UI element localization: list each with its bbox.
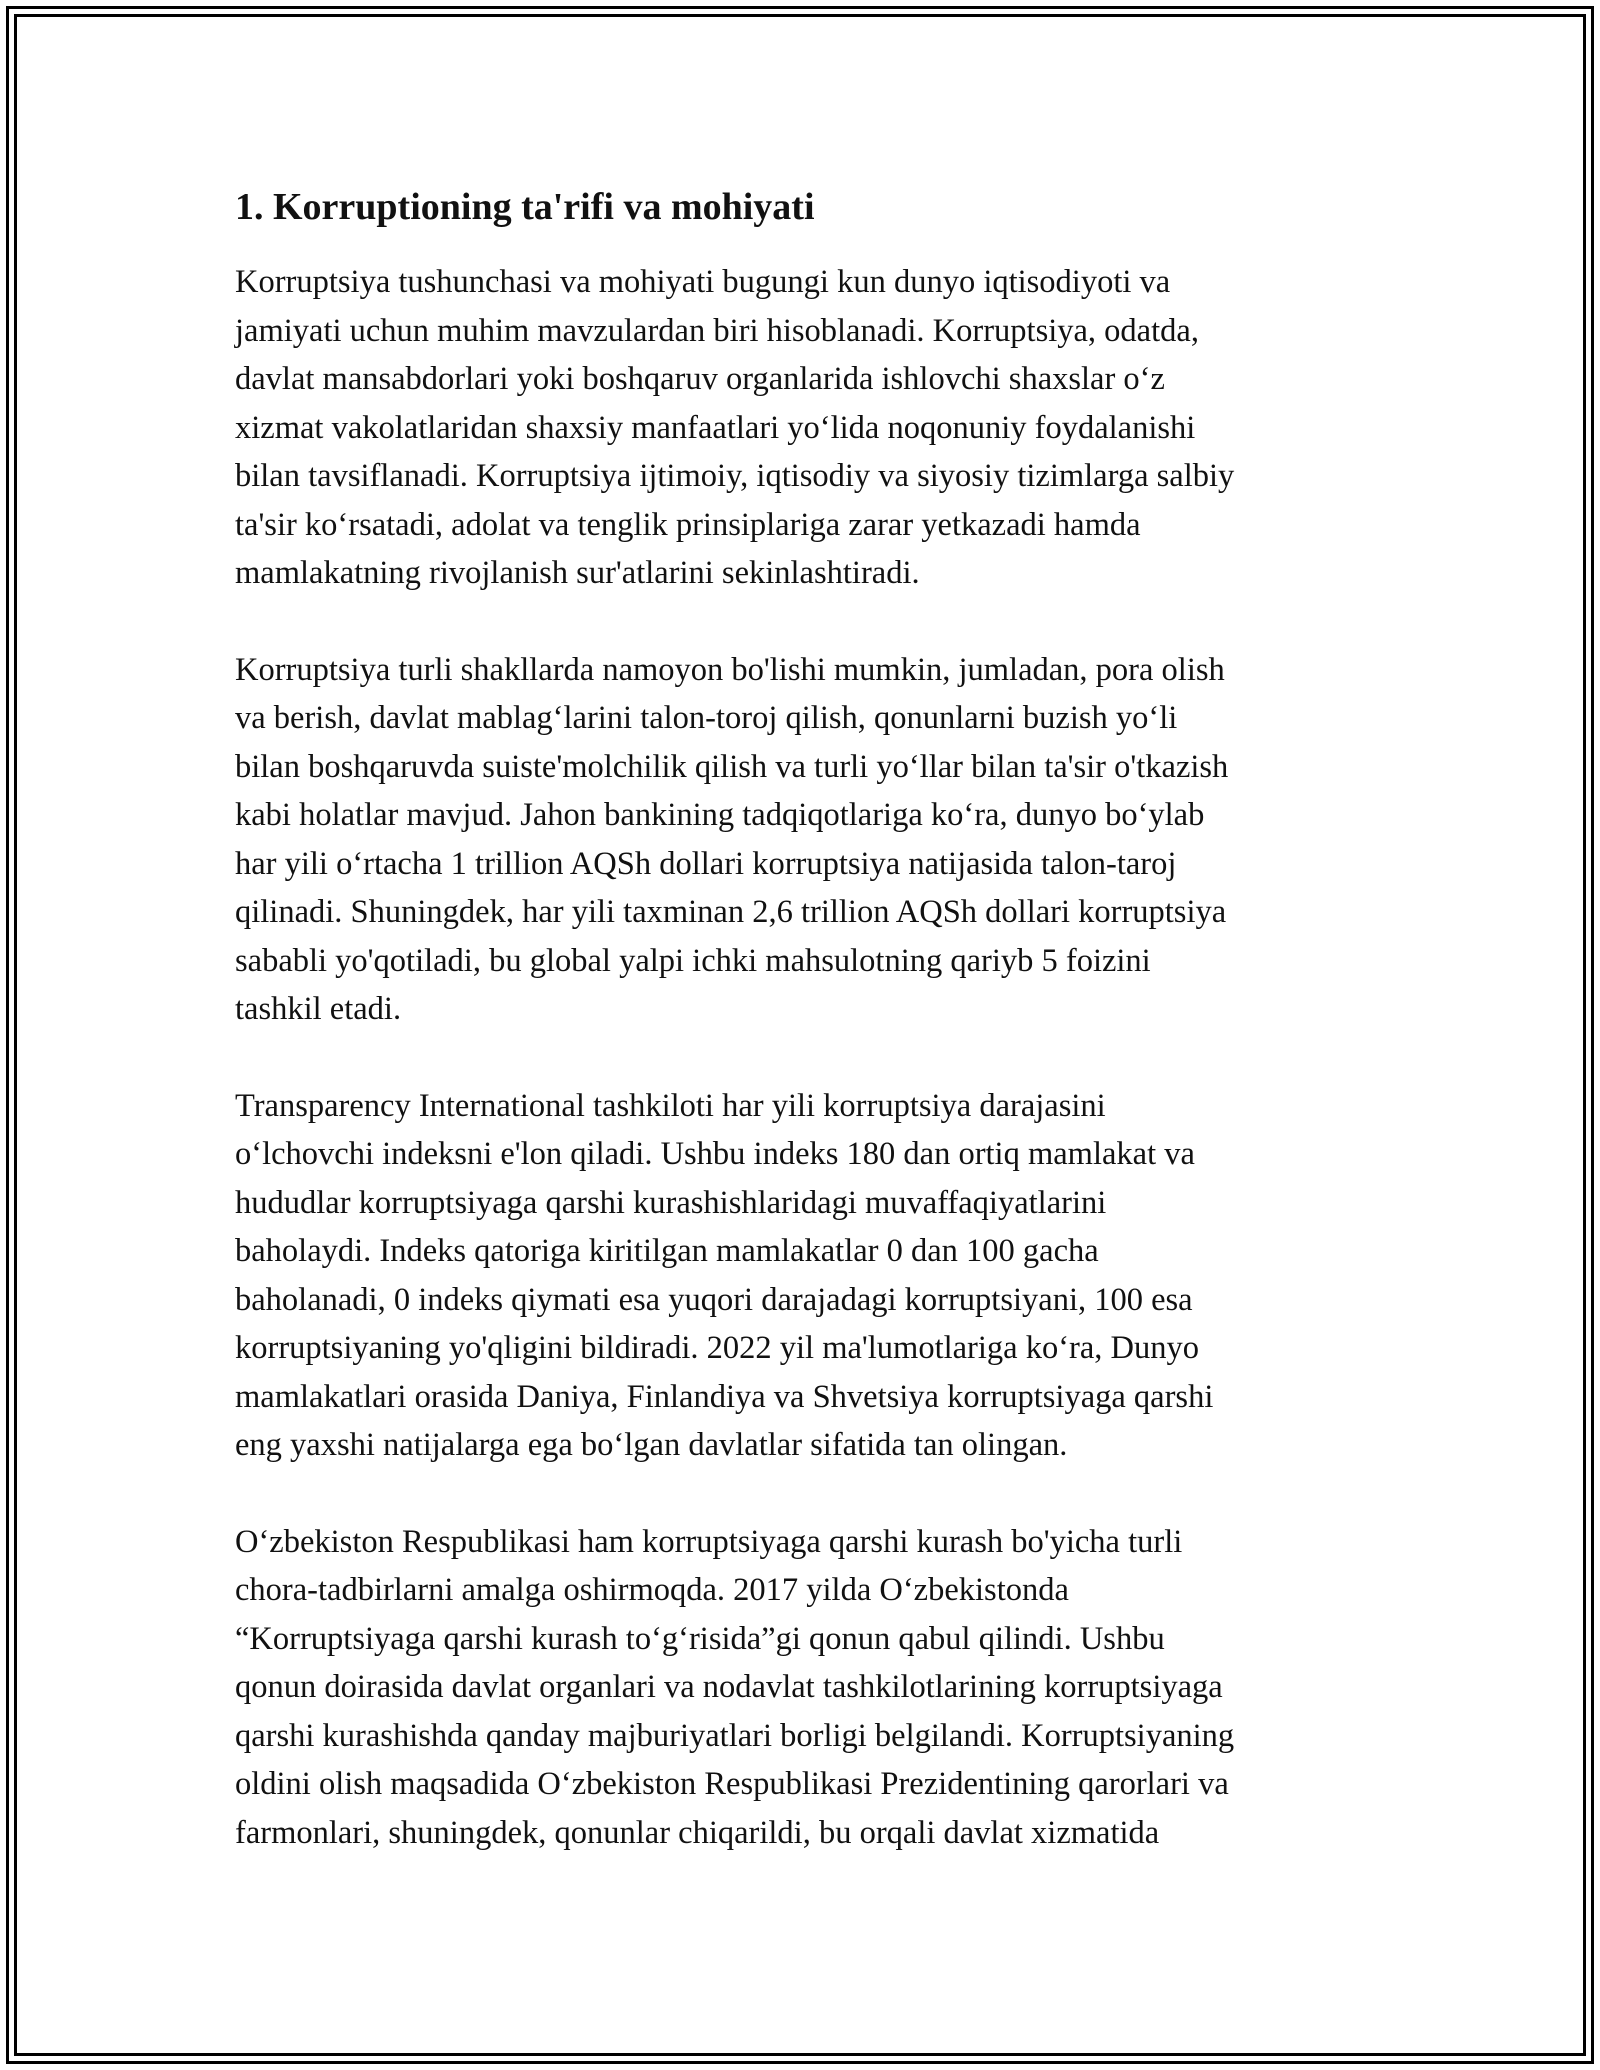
paragraph-index: Transparency International tashkiloti har yili korruptsiya darajasini oʻlchovchi indeksni e'lon qiladi. Ushbu indeks 180 dan ortiq mamlakat va hududlar korruptsiyaga qarshi kurashishlaridagi muvaffaqiyatlarini baholaydi. Indeks qatoriga kiritilgan mamlakatlar 0 dan 100 gacha baholanadi, 0 indeks qiymati esa yuqori darajadagi korruptsiyani, 100 esa korruptsiyaning yo'qligini bildiradi. 2022 yil ma'lumotlariga koʻra, Dunyo mamlakatlari orasida Daniya, Finlandiya va Shvetsiya korruptsiyaga qarshi eng yaxshi natijalarga ega boʻlgan davlatlar sifatida tan olingan.	[235, 1087, 1214, 1463]
paragraph-definition: Korruptsiya tushunchasi va mohiyati bugungi kun dunyo iqtisodiyoti va jamiyati uchun muhim mavzulardan biri hisoblanadi. Korruptsiya, odatda, davlat mansabdorlari yoki boshqaruv organlarida ishlovchi shaxslar oʻz xizmat vakolatlaridan shaxsiy manfaatlari yoʻlida noqonuniy foydalanishi bilan tavsiflanadi. Korruptsiya ijtimoiy, iqtisodiy va siyosiy tizimlarga salbiy ta'sir koʻrsatadi, adolat va tenglik prinsiplariga zarar yetkazadi hamda mamlakatning rivojlanish sur'atlarini sekinlashtiradi.	[235, 264, 1235, 591]
paragraph-forms: Korruptsiya turli shakllarda namoyon bo'lishi mumkin, jumladan, pora olish va berish, davlat mablagʻlarini talon-toroj qilish, qonunlarni buzish yoʻli bilan boshqaruvda suiste'molchilik qilish va turli yoʻllar bilan ta'sir o'tkazish kabi holatlar mavjud. Jahon bankining tadqiqotlariga koʻra, dunyo boʻylab har yili oʻrtacha 1 trillion AQSh dollari korruptsiya natijasida talon-taroj qilinadi. Shuningdek, har yili taxminan 2,6 trillion AQSh dollari korruptsiya sababli yo'qotiladi, bu global yalpi ichki mahsulotning qariyb 5 foizini tashkil etadi.	[235, 651, 1229, 1027]
document-body	[235, 184, 1405, 1905]
paragraph-uzbekistan: Oʻzbekiston Respublikasi ham korruptsiyaga qarshi kurash bo'yicha turli chora-tadbirlarni amalga oshirmoqda. 2017 yilda Oʻzbekistonda “Korruptsiyaga qarshi kurash toʻgʻrisida”gi qonun qabul qilindi. Ushbu qonun doirasida davlat organlari va nodavlat tashkilotlarining korruptsiyaga qarshi kurashishda qanday majburiyatlari borligi belgilandi. Korruptsiyaning oldini olish maqsadida Oʻzbekiston Respublikasi Prezidentining qarorlari va farmonlari, shuningdek, qonunlar chiqarildi, bu orqali davlat xizmatida	[235, 1523, 1235, 1851]
section-heading: 1. Korruptioning ta'rifi va mohiyati	[235, 186, 815, 228]
